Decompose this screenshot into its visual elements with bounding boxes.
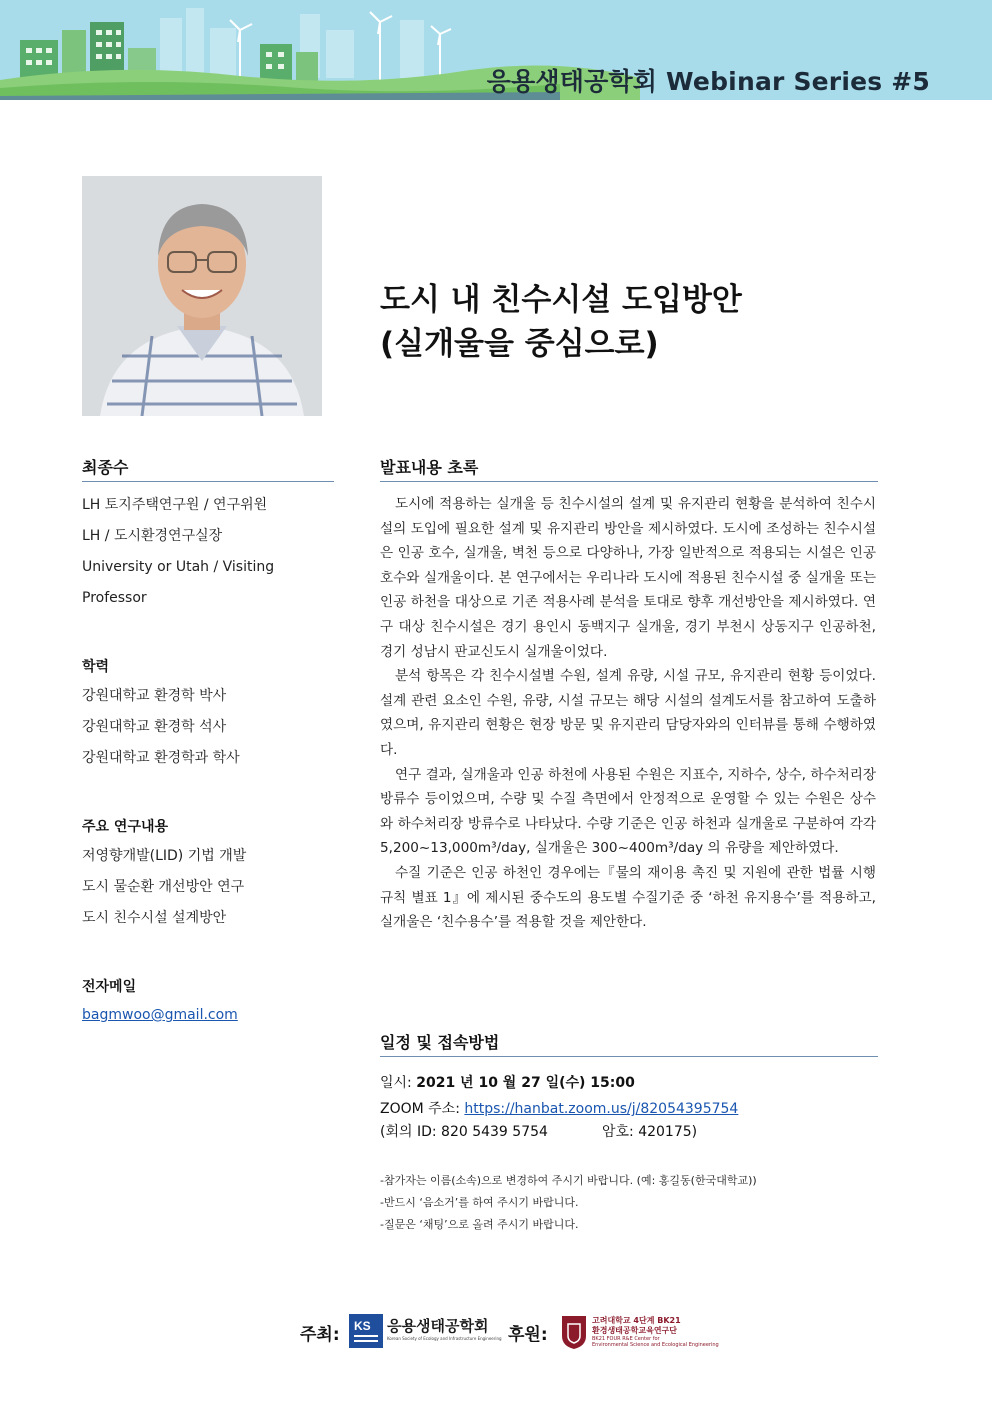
schedule-date — [380, 1072, 635, 1092]
speaker-photo — [82, 176, 322, 416]
host-name: 응용생태공학회 — [387, 1317, 489, 1335]
speaker-name: 최종수 — [82, 458, 129, 477]
svg-text:KS: KS — [354, 1319, 371, 1333]
schedule-meeting-id — [380, 1121, 698, 1141]
meeting-id: (회의 ID: 820 5439 5754 — [380, 1124, 548, 1140]
speaker-positions — [82, 490, 274, 614]
research-item: 도시 물순환 개선방안 연구 — [82, 879, 245, 895]
position-item: LH 토지주택연구원 / 연구위원 — [82, 497, 268, 513]
note-item: -반드시 ‘음소거’를 하여 주시기 바랍니다. — [380, 1196, 579, 1209]
speaker-rule — [82, 481, 334, 482]
abstract-paragraph: 분석 항목은 각 친수시설별 수원, 설계 유량, 시설 규모, 유지관리 현황 등이었다. 설계 관련 요소인 수원, 유량, 시설 규모는 해당 시설의 설계도서를 참고하여 도출하였으며, 유지관리 현황은 현장 방문 및 유지관리 담당자와의 인터뷰를 통해 수행하였다. — [380, 668, 876, 758]
host-label: 주최: — [300, 1325, 340, 1345]
sponsor-line4: Environmental Science and Ecological Engineering — [592, 1342, 719, 1348]
research-list — [82, 841, 246, 934]
sponsor-label: 후원: — [508, 1325, 548, 1345]
education-heading: 학력 — [82, 659, 110, 675]
host-subtitle: Korean Society of Ecology and Infrastructure Engineering — [387, 1336, 502, 1341]
note-item: -질문은 ‘채팅’으로 올려 주시기 바랍니다. — [380, 1218, 579, 1231]
sponsor-line1: 고려대학교 4단계 BK21 — [592, 1316, 681, 1325]
schedule-heading: 일정 및 접속방법 — [380, 1033, 500, 1052]
schedule-rule — [380, 1056, 878, 1057]
abstract-body — [380, 492, 876, 935]
email-heading: 전자메일 — [82, 979, 137, 995]
research-heading: 주요 연구내용 — [82, 819, 169, 835]
education-list — [82, 681, 240, 774]
abstract-heading: 발표내용 초록 — [380, 458, 479, 477]
position-item: LH / 도시환경연구실장 — [82, 528, 223, 544]
talk-title-line1: 도시 내 친수시설 도입방안 — [380, 282, 742, 318]
ks-logo-icon — [349, 1314, 383, 1348]
meeting-password: 암호: 420175) — [602, 1124, 698, 1140]
korea-university-emblem-icon — [560, 1314, 588, 1350]
date-value: 2021 년 10 월 27 일(수) 15:00 — [416, 1075, 635, 1091]
research-item: 도시 친수시설 설계방안 — [82, 910, 227, 926]
talk-title — [380, 278, 742, 366]
sponsor-line2: 환경생태공학교육연구단 — [592, 1326, 678, 1335]
research-item: 저영향개발(LID) 기법 개발 — [82, 848, 247, 864]
header-banner — [0, 0, 992, 100]
education-item: 강원대학교 환경학 석사 — [82, 719, 227, 735]
sponsor-logo — [560, 1314, 719, 1354]
education-item: 강원대학교 환경학과 학사 — [82, 750, 240, 766]
education-item: 강원대학교 환경학 박사 — [82, 688, 227, 704]
email-link[interactable]: bagmwoo@gmail.com — [82, 1007, 238, 1023]
note-item: -참가자는 이름(소속)으로 변경하여 주시기 바랍니다. (예: 홍길동(한국대학교)) — [380, 1174, 757, 1187]
abstract-paragraph: 연구 결과, 실개울과 인공 하천에 사용된 수원은 지표수, 지하수, 상수, 하수처리장 방류수 등이었으며, 수량 및 수질 측면에서 안정적으로 운영할 수 있는 수원은 상수와 하수처리장 방류수로 나타났다. 수량 기준은 인공 하천과 실개울로 구분하여 각각 5,200~13,000m³/day, 실개울은 300~400m³/day 의 유량을 제안하였다. — [380, 766, 876, 857]
abstract-paragraph: 도시에 적용하는 실개울 등 친수시설의 설계 및 유지관리 현황을 분석하여 친수시설의 도입에 필요한 설계 및 유지관리 방안을 제시하였다. 도시에 조성하는 친수시설은 인공 호수, 실개울, 벽천 등으로 다양하나, 가장 일반적으로 적용되는 시설은 인공 호수와 실개울이다. 본 연구에서는 우리나라 도시에 적용된 친수시설 중 실개울 또는 인공 하천을 대상으로 기존 적용사례 분석을 토대로 향후 개선방안을 제시하였다. 연구 대상 친수시설은 경기 용인시 동백지구 실개울, 경기 부천시 상동지구 인공하천, 경기 성남시 판교신도시 실개울이었다. — [380, 496, 876, 660]
zoom-label: ZOOM 주소: — [380, 1101, 465, 1117]
talk-title-line2: (실개울을 중심으로) — [380, 326, 659, 362]
position-item: University or Utah / Visiting — [82, 559, 275, 575]
abstract-paragraph: 수질 기준은 인공 하천인 경우에는『물의 재이용 촉진 및 지원에 관한 법률 시행규칙 별표 1』에 제시된 중수도의 용도별 수질기준 중 ‘하천 유지용수’를 적용하고, 실개울은 ‘친수용수’를 적용할 것을 제안한다. — [380, 864, 876, 931]
zoom-link[interactable]: https://hanbat.zoom.us/j/82054395754 — [464, 1101, 739, 1117]
series-title: 응용생태공학회 Webinar Series #5 — [486, 67, 930, 96]
date-label: 일시: — [380, 1075, 417, 1091]
schedule-zoom — [380, 1098, 738, 1118]
sponsor-line3: BK21 FOUR R&E Center for — [592, 1336, 660, 1342]
position-item: Professor — [82, 590, 147, 606]
host-logo — [349, 1314, 502, 1352]
abstract-rule — [380, 481, 878, 482]
